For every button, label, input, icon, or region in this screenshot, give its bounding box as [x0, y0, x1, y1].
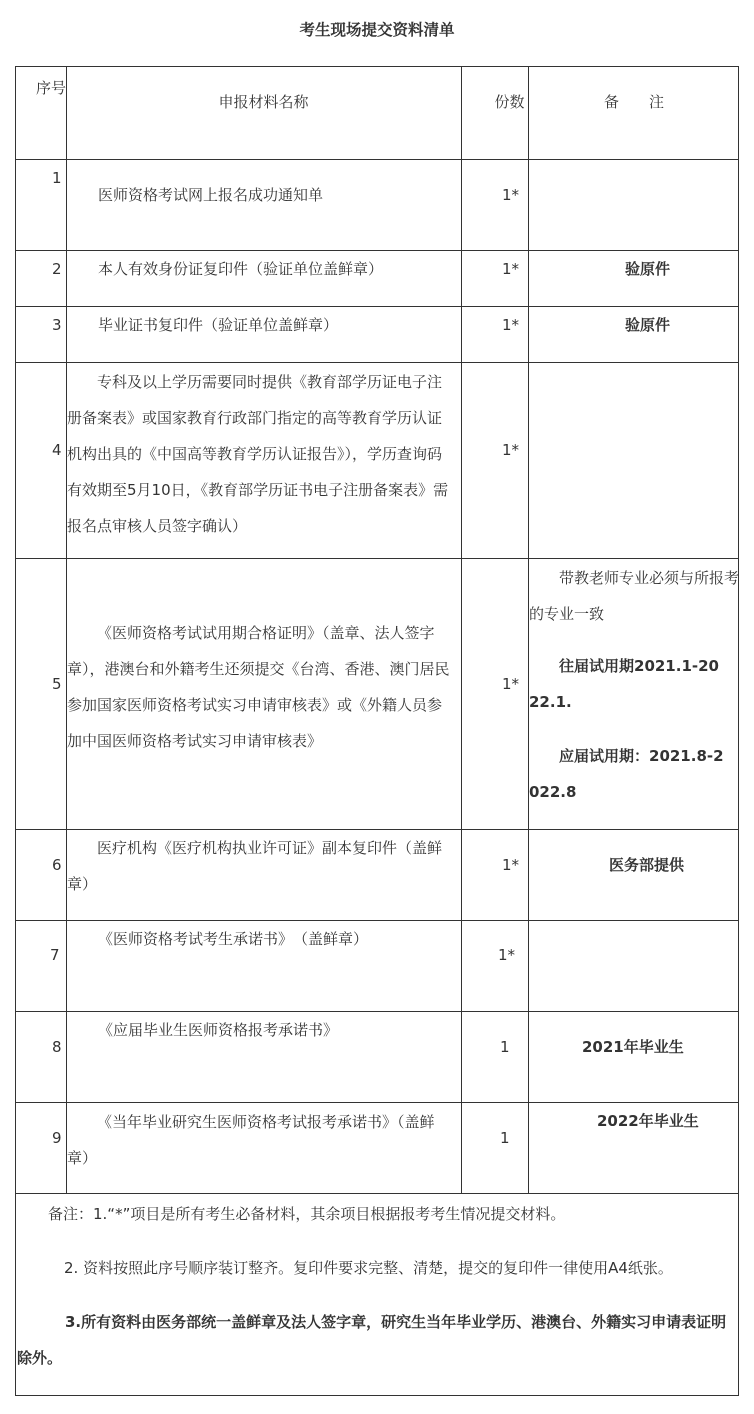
row-name: 专科及以上学历需要同时提供《教育部学历证电子注册备案表》或国家教育行政部门指定的高等教育学历认证机构出具的《中国高等教育学历认证报告》），学历查询码有效期至5月10日，《教育部学历证书电子注册备案表》需报名点审核人员签字确认）: [67, 373, 449, 535]
note-3: 3.所有资料由医务部统一盖鲜章及法人签字章，研究生当年毕业学历、港澳台、外籍实习申请表证明除外。: [17, 1313, 727, 1367]
row-divider: [16, 558, 738, 559]
row-remark: 2022年毕业生: [597, 1112, 699, 1130]
row-seq: 3: [52, 316, 62, 334]
row-name: 本人有效身份证复印件（验证单位盖鲜章）: [98, 260, 384, 278]
row-divider: [16, 1193, 738, 1194]
row-remark-previous-period: 往届试用期2021.1-2022.1.: [529, 657, 719, 711]
header-seq: [32, 75, 66, 101]
row-seq: 6: [52, 856, 62, 874]
row-name: 医师资格考试网上报名成功通知单: [98, 186, 324, 204]
row-copies: 1*: [502, 441, 520, 459]
header-seq-text: 序号: [35, 79, 66, 97]
row-remark-current-period: 应届试用期：2021.8-2022.8: [529, 747, 724, 801]
row-name: 毕业证书复印件（验证单位盖鲜章）: [98, 316, 339, 334]
row-divider: [16, 159, 738, 160]
row-remark: 带教老师专业必须与所报考的专业一致: [529, 569, 740, 623]
document-title: 考生现场提交资料清单: [299, 21, 455, 39]
note-2: 2. 资料按照此序号顺序装订整齐。复印件要求完整、清楚，提交的复印件一律使用A4纸张。: [64, 1259, 673, 1277]
row-copies: 1*: [502, 316, 520, 334]
row-name: 《医师资格考试试用期合格证明》（盖章、法人签字章），港澳台和外籍考生还须提交《台湾、香港、澳门居民参加国家医师资格考试实习申请审核表》或《外籍人员参加中国医师资格考试实习申请审核表》: [67, 624, 450, 750]
row-copies: 1*: [498, 946, 516, 964]
row-name: 《当年毕业研究生医师资格考试报考承诺书》（盖鲜章）: [67, 1113, 435, 1167]
row-seq: 5: [52, 675, 62, 693]
row-remark: 验原件: [625, 316, 671, 334]
row-name: 《医师资格考试考生承诺书》 （盖鲜章）: [98, 930, 369, 948]
row-copies: 1*: [502, 675, 520, 693]
row-copies: 1*: [502, 856, 520, 874]
row-seq: 8: [52, 1038, 62, 1056]
row-copies: 1: [500, 1129, 510, 1147]
row-copies: 1*: [502, 186, 520, 204]
row-divider: [16, 362, 738, 363]
row-remark: 医务部提供: [609, 856, 685, 874]
note-1: 备注：1.“*”项目是所有考生必备材料，其余项目根据报考考生情况提交材料。: [48, 1205, 566, 1223]
row-name: 《应届毕业生医师资格报考承诺书》: [98, 1021, 339, 1039]
row-remark: 2021年毕业生: [582, 1038, 684, 1056]
col-divider: [461, 67, 462, 1193]
row-remark: 验原件: [625, 260, 671, 278]
row-seq: 1: [52, 169, 62, 187]
header-copies: 份数: [494, 93, 525, 111]
row-seq: 7: [50, 946, 60, 964]
row-copies: 1*: [502, 260, 520, 278]
header-name: 申报材料名称: [218, 93, 309, 111]
row-seq: 4: [52, 441, 62, 459]
row-seq: 2: [52, 260, 62, 278]
row-seq: 9: [52, 1129, 62, 1147]
header-remark: 备 注: [603, 93, 664, 111]
row-name: 医疗机构《医疗机构执业许可证》副本复印件（盖鲜章）: [67, 839, 443, 893]
row-copies: 1: [500, 1038, 510, 1056]
